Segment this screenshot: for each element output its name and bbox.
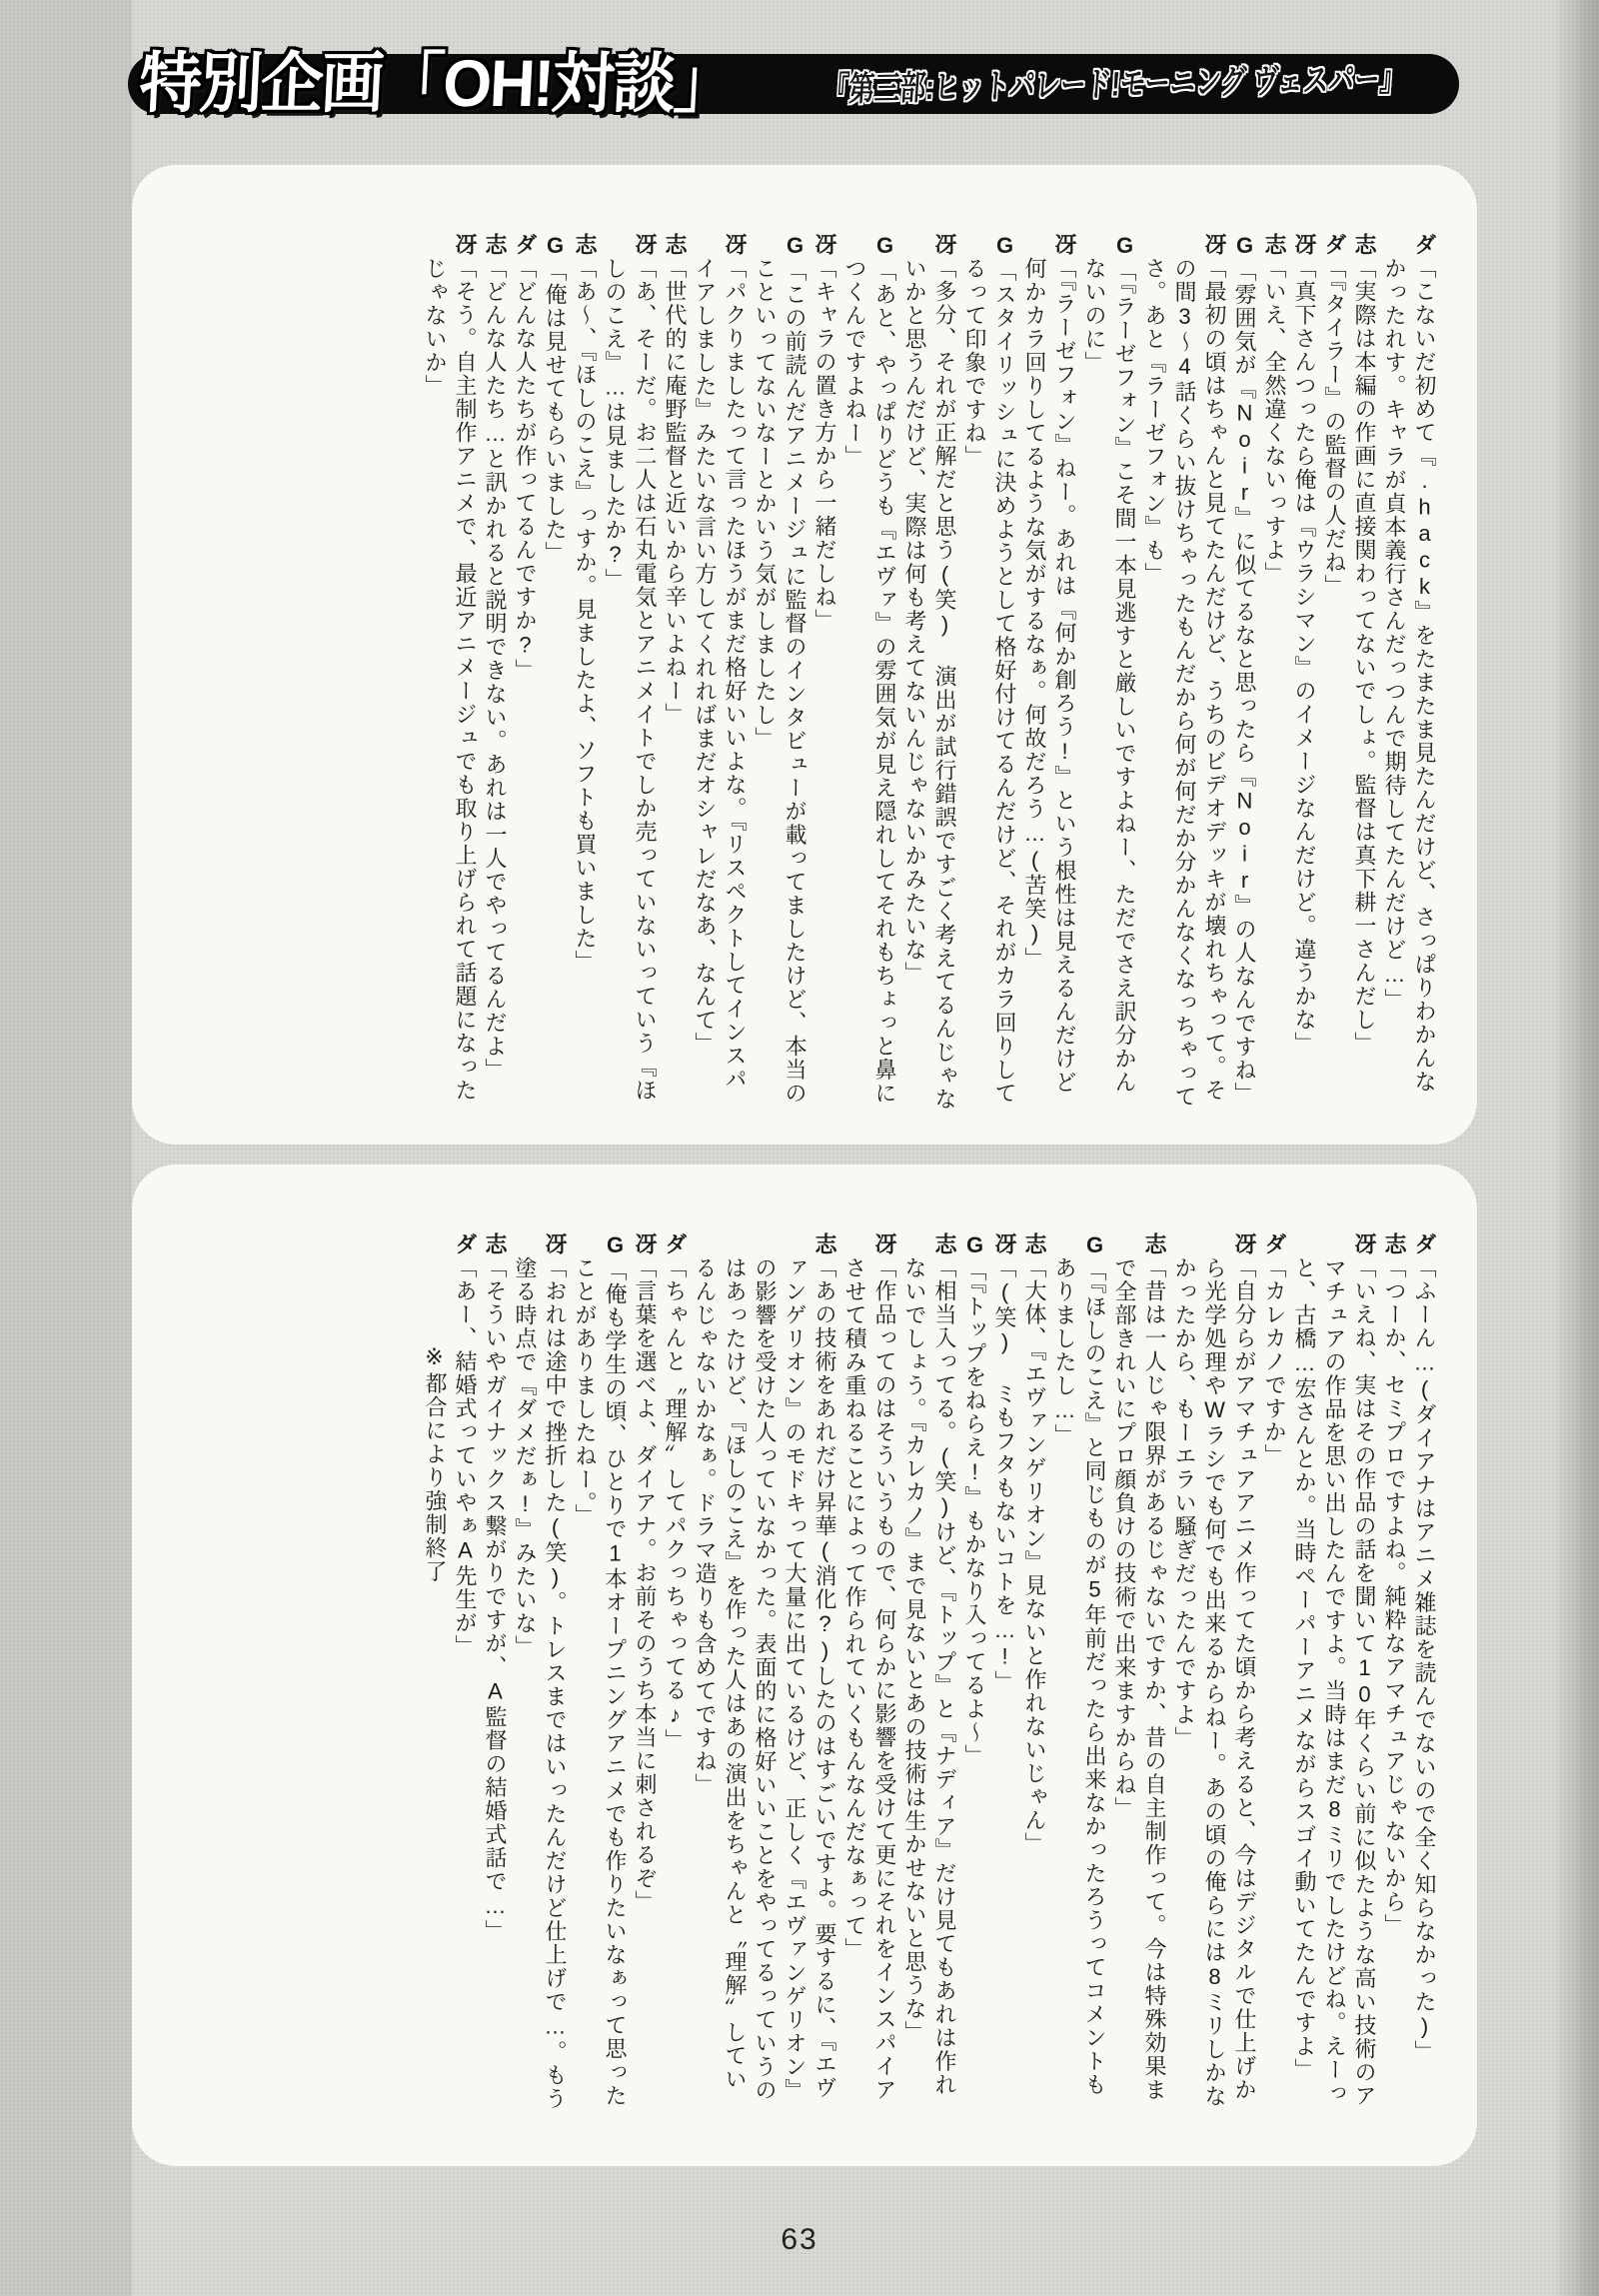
speech-text: 「言葉を選べよ、ダイアナ。お前そのうち本当に刺されるぞ」 — [633, 1255, 658, 1914]
speech-text: 「ちゃんと〝理解〟してパクっちゃってる♪」 — [663, 1255, 688, 1752]
speaker-label: G — [1232, 233, 1257, 260]
speech — [630, 1232, 660, 2112]
speech-text: 「大体、『エヴァンゲリオン』見ないと作れないじゃん」 — [1022, 1255, 1047, 1856]
page-title: 特別企画「ОН!対談」 — [137, 46, 737, 120]
speech — [959, 233, 1019, 1113]
speaker-label: G — [992, 233, 1017, 260]
speech — [660, 233, 690, 1113]
dialogue-block-upper — [420, 233, 1439, 1113]
speech-text: 「『ほしのこえ』と同じものが5年前だったら出来なかったろうってコメントもありましたし…」 — [1052, 1256, 1107, 2097]
speech-text: 「キャラの置き方から一緒だしね」 — [812, 256, 837, 633]
speech — [839, 1232, 899, 2112]
speech-text: 「『ラーゼフォン』ねー。あれは『何か創ろう!』という根性は見えるんだけど何かカラ回りしてるような気がするなぁ。何故だろう…(苦笑)」 — [1022, 256, 1077, 1095]
speech — [1319, 233, 1349, 1113]
speaker-label: 冴 — [633, 1232, 658, 1256]
speech-text: 「実際は本編の作画に直接関わってないでしょ。監督は真下耕一さんだし」 — [1352, 256, 1377, 1056]
speech — [899, 233, 959, 1113]
speaker-label: 志 — [1142, 1232, 1167, 1256]
speech — [540, 233, 570, 1113]
speaker-label: G — [1112, 233, 1137, 260]
speaker-label: ダ — [453, 1232, 478, 1256]
speech-text: 「あと、やっぱりどうも『エヴァ』の雰囲気が見え隠れしてそれもちょっと鼻につくんですよねー」 — [842, 257, 897, 1106]
speech — [989, 1232, 1019, 2112]
speech — [570, 1232, 630, 2112]
speech — [420, 233, 480, 1113]
speech-text: 「ふーん…(ダイアナはアニメ雑誌を読んでないので全く知らなかった)」 — [1412, 1255, 1437, 2064]
speech-text: 「そういやガイナックス繋がりですが、A監督の結婚式話で…」 — [483, 1255, 508, 1943]
speech — [809, 233, 839, 1113]
speech — [510, 1232, 570, 2112]
speaker-label: 志 — [1382, 1232, 1407, 1256]
speech — [600, 233, 660, 1113]
speech-text: 「カレカノですか」 — [1262, 1255, 1287, 1467]
speaker-label: 冴 — [633, 233, 658, 257]
speech-text: 「自分らがアマチュアアニメ作ってた頃から考えると、今はデジタルで仕上げから光学処理やWラシでも何でも出来るからねー。あの頃の俺らには8ミリしかなかったから、もーエラい騒ぎだったんですよ」 — [1172, 1255, 1257, 2108]
speech-text: 「多分、それが正解だと思う(笑) 演出が試行錯誤ですごく考えてるんじゃないかと思うんだけど、実際は何も考えてないんじゃないかみたいな」 — [902, 256, 957, 1112]
speaker-label: 志 — [1352, 233, 1377, 257]
upper-text-panel — [132, 165, 1477, 1145]
speech — [1289, 1232, 1379, 2112]
speech-text: 「あ〜、『ほしのこえ』っすか。見ましたよ、ソフトも買いました」 — [573, 256, 598, 974]
speaker-label: 冴 — [812, 233, 837, 257]
speech-text: 「おれは途中で挫折した(笑)。トレスまではいったんだけど仕上げで…。もう塗る時点で『ダメだぁ!』みたいな」 — [513, 1255, 568, 2111]
speech-text: 「俺は見せてもらいました」 — [543, 259, 568, 565]
speech-text: 「俺も学生の頃、ひとりで1本オープニングアニメでも作りたいなぁって思ったことがありましたねー。」 — [573, 1256, 628, 2108]
speaker-label: ダ — [1412, 233, 1437, 257]
speech — [690, 233, 750, 1113]
speech — [1049, 1232, 1109, 2112]
speech-text: 「最初の頃はちゃんと見てたんだけど、うちのビデオデッキが壊れちゃって。その間3〜4話くらい抜けちゃったもんだから何が何だか分かんなくなっちゃってさ。あと『ラーゼフォン』も」 — [1142, 256, 1227, 1109]
speech — [1169, 1232, 1259, 2112]
speaker-label: G — [783, 233, 807, 260]
speaker-label: 志 — [573, 233, 598, 257]
speech-text: 「どんな人たち…と訊かれると説明できない。あれは一人でやってるんだよ」 — [483, 256, 508, 1082]
speaker-label: 冴 — [1292, 233, 1317, 257]
speech-text: 「『タイラー』の監督の人だね」 — [1322, 256, 1347, 598]
speech — [1229, 233, 1259, 1113]
speech — [480, 1232, 510, 2112]
speech — [660, 1232, 690, 2112]
speech — [1079, 233, 1139, 1113]
speaker-label: ダ — [1412, 1232, 1437, 1256]
speaker-label: ダ — [1262, 1232, 1287, 1256]
speech-text: ※都合により強制終了 — [423, 1345, 448, 1583]
speech — [1349, 233, 1379, 1113]
speech — [1019, 1232, 1049, 2112]
speaker-label: G — [962, 1232, 987, 1259]
speech — [1109, 1232, 1169, 2112]
speech — [1259, 233, 1289, 1113]
speaker-label: 志 — [663, 233, 688, 257]
speaker-label: 冴 — [1232, 1232, 1257, 1256]
speaker-label: 志 — [932, 1232, 957, 1256]
speech-text: 「いえね、実はその作品の話を聞いて10年くらい前に似たような高い技術のアマチュアの作品を思い出したんですよ。当時はまだ8ミリでしたけどね。えーっと、古橋…宏さんとか。当時ペーパーアニメながらスゴイ動いてたんですよ」 — [1292, 1255, 1377, 2108]
speaker-label: 冴 — [1202, 233, 1227, 257]
speaker-label: 冴 — [543, 1232, 568, 1256]
speech — [1259, 1232, 1289, 2112]
speech — [959, 1232, 989, 2112]
speech-text: 「パクりましたって言ったほうがまだ格好いいよな。『リスペクトしてインスパイアしました』みたいな言い方してくれればまだオシャレだなあ、なんて」 — [693, 256, 748, 1092]
speaker-label: 志 — [1262, 233, 1287, 257]
speech-text: 「あの技術をあれだけ昇華(消化?)したのはすごいですよ。要するに、『エヴァンゲリオン』のモドキって大量に出ているけど、正しく『エヴァンゲリオン』の影響を受けた人っていなかった。表面的に格好いいことをやってるっていうのはあったけど、『ほしのこえ』を作った人はあの演出をちゃんと〝理解〟しているんじゃないかなぁ。ドラマ造りも含めてですね」 — [693, 1255, 837, 2102]
dialogue-block-lower — [420, 1232, 1439, 2112]
speaker-label: 冴 — [992, 1232, 1017, 1256]
speaker-label: G — [543, 233, 568, 260]
speech-text: 「昔は一人じゃ限界があるじゃないですか、昔の自主制作って。今は特殊効果まで全部きれいにプロ顔負けの技術で出来ますからね」 — [1112, 1255, 1167, 2102]
speaker-label: 冴 — [1052, 233, 1077, 257]
speech-text: 「スタイリッシュに決めようとして格好付けてるんだけど、それがカラ回りしてるって印象ですね」 — [962, 257, 1017, 1106]
speech-text: 「つーか、セミプロですよね。純粋なアマチュアじゃないから」 — [1382, 1255, 1407, 1937]
speech — [1139, 233, 1229, 1113]
speaker-label: 冴 — [1352, 1232, 1377, 1256]
speech — [420, 1232, 450, 2112]
speech — [899, 1232, 959, 2112]
speaker-label: 志 — [483, 1232, 508, 1256]
speaker-label: 志 — [812, 1232, 837, 1256]
speech-text: 「作品ってのはそういうもので、何らかに影響を受けて更にそれをインスパイアさせて積み重ねることによって作られていくもんなんだなぁって」 — [842, 1255, 897, 2102]
speech-text: 「雰囲気が『Noir』に似てるなと思ったら『Noir』の人なんですね」 — [1232, 259, 1257, 1106]
speech — [839, 233, 899, 1113]
speaker-label: 冴 — [872, 1232, 897, 1256]
speech — [690, 1232, 839, 2112]
page-number: 63 — [781, 2223, 818, 2256]
speech-text: 「『ラーゼフォン』こそ間一本見逃すと厳しいですよねー、ただでさえ訳分かんないのに」 — [1082, 257, 1137, 1095]
speaker-label: ダ — [1322, 233, 1347, 257]
scan-edge-shadow — [1553, 0, 1599, 2296]
speech-text: 「こないだ初めて『.hack』をたまたま見たんだけど、さっぱりわかんなかったれす。キャラが貞本義行さんだっつんで期待してたんだけど…」 — [1382, 256, 1437, 1094]
speaker-label: 冴 — [723, 233, 748, 257]
speech-text: 「『トップをねらえ!』もかなり入ってるよ〜」 — [962, 1258, 987, 1768]
speech-text: 「この前読んだアニメージュに監督のインタビューが載ってましたけど、本当のこといってないなーとかいう気がしましたし」 — [753, 257, 807, 1106]
speech — [1409, 1232, 1439, 2112]
speech-text: 「いえ、全然違くないっすよ」 — [1262, 256, 1287, 586]
speech — [480, 233, 510, 1113]
speech — [450, 1232, 480, 2112]
page-subtitle: 『第三部:ヒットパレード!モーニング ヴェスパー』 — [821, 60, 1407, 109]
speech-text: 「あ、そーだ。お二人は石丸電気とアニメイトでしか売っていないっていう『ほしのこえ』…は見ましたか?」 — [603, 256, 658, 1103]
speech-text: 「真下さんつったら俺は『ウラシマン』のイメージなんだけど。違うかな」 — [1292, 256, 1317, 1056]
speaker-label: G — [603, 1232, 628, 1259]
speech — [510, 233, 540, 1113]
speech — [1379, 1232, 1409, 2112]
speaker-label: ダ — [663, 1232, 688, 1256]
speaker-label: 志 — [483, 233, 508, 257]
speaker-label: G — [1082, 1232, 1107, 1259]
speaker-label: G — [872, 233, 897, 260]
speech-text: 「世代的に庵野監督と近いから辛いよねー」 — [663, 256, 688, 727]
speaker-label: ダ — [513, 233, 538, 257]
speech — [570, 233, 600, 1113]
speech-text: 「そう。自主制作アニメで、最近アニメージュでも取り上げられて話題になったじゃないか」 — [423, 256, 478, 1103]
speech — [750, 233, 809, 1113]
speaker-label: 冴 — [453, 233, 478, 257]
speech-text: 「(笑) ミもフタもないコトを…!」 — [992, 1255, 1017, 1694]
speech-text: 「どんな人たちが作ってるんですか?」 — [513, 256, 538, 683]
speech — [1379, 233, 1439, 1113]
speech-text: 「相当入ってる。(笑)けど、『トップ』と『ナディア』だけ見てもあれは作れないでしょう。『カレカノ』まで見ないとあの技術は生かせないと思うな」 — [902, 1255, 957, 2097]
speech-text: 「あー、結婚式っていやぁA先生が」 — [453, 1255, 478, 1658]
speech — [1019, 233, 1079, 1113]
speaker-label: 志 — [1022, 1232, 1047, 1256]
speaker-label: 冴 — [932, 233, 957, 257]
speech — [1289, 233, 1319, 1113]
lower-text-panel — [132, 1164, 1477, 2166]
left-margin-strip — [0, 0, 132, 2296]
